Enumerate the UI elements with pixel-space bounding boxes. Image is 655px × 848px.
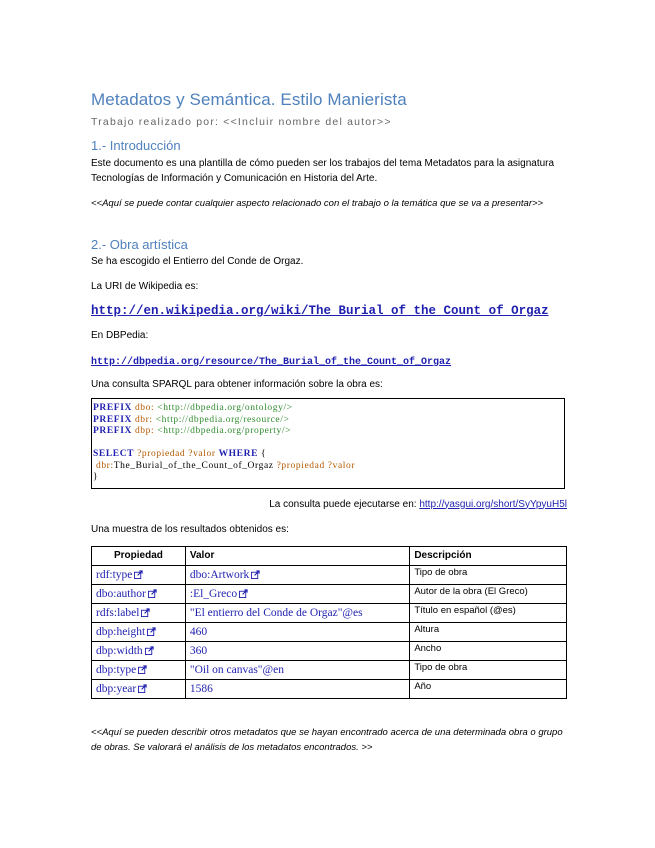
intro-note: <<Aquí se puede contar cualquier aspecto relacionado con el trabajo o la temática que se va a presentar>> xyxy=(91,198,544,209)
run-query-line xyxy=(91,498,567,512)
obra-heading: 2.- Obra artística xyxy=(91,237,188,252)
table-row xyxy=(92,679,567,698)
sparql-query-box xyxy=(91,398,565,489)
cell-valor: 460 xyxy=(185,622,409,641)
table-row xyxy=(92,603,567,622)
results-table xyxy=(91,546,567,699)
prefix-line-dbp: PREFIX dbp: <http://dbpedia.org/property/> xyxy=(93,426,292,436)
external-link-icon[interactable] xyxy=(143,645,154,657)
document-page xyxy=(91,90,567,755)
select-line: SELECT ?propiedad ?valor WHERE { xyxy=(93,449,267,459)
prefix-line-dbo: PREFIX dbo: <http://dbpedia.org/ontology/> xyxy=(93,403,293,413)
cell-propiedad[interactable]: dbp:height xyxy=(92,622,186,641)
cell-valor: 360 xyxy=(185,641,409,660)
external-link-icon[interactable] xyxy=(132,569,143,581)
table-row xyxy=(92,660,567,679)
wikipedia-uri-link[interactable]: http://en.wikipedia.org/wiki/The_Burial_of_the_Count_of_Orgaz xyxy=(91,304,549,318)
document-subtitle: Trabajo realizado por: <<Incluir nombre del autor>> xyxy=(91,116,392,128)
external-link-icon[interactable] xyxy=(145,626,156,638)
dbpedia-uri-link[interactable]: http://dbpedia.org/resource/The_Burial_of_the_Count_of_Orgaz xyxy=(91,357,452,368)
header-propiedad: Propiedad xyxy=(92,546,186,565)
external-link-icon[interactable] xyxy=(237,588,248,600)
table-row xyxy=(92,565,567,584)
cell-valor: "El entierro del Conde de Orgaz"@es xyxy=(185,603,409,622)
cell-valor[interactable]: dbo:Artwork xyxy=(185,565,409,584)
cell-propiedad[interactable]: dbp:type xyxy=(92,660,186,679)
external-link-icon[interactable] xyxy=(136,664,147,676)
cell-propiedad[interactable]: rdf:type xyxy=(92,565,186,584)
cell-descripcion: Año xyxy=(410,679,567,698)
document-title: Metadatos y Semántica. Estilo Manierista xyxy=(91,90,407,109)
yasgui-link[interactable]: http://yasgui.org/short/SyYpyuH5l xyxy=(419,498,567,510)
cell-descripcion: Tipo de obra xyxy=(410,660,567,679)
external-link-icon[interactable] xyxy=(249,569,260,581)
dbpedia-label: En DBPedia: xyxy=(91,330,149,341)
close-brace-line: } xyxy=(93,472,99,482)
results-label: Una muestra de los resultados obtenidos es: xyxy=(91,523,289,535)
table-row xyxy=(92,622,567,641)
cell-propiedad[interactable]: dbo:author xyxy=(92,584,186,603)
external-link-icon[interactable] xyxy=(136,683,147,695)
run-query-label: La consulta puede ejecutarse en: xyxy=(269,498,417,510)
table-header-row xyxy=(92,546,567,565)
intro-heading: 1.- Introducción xyxy=(91,138,181,153)
table-row xyxy=(92,584,567,603)
obra-chosen-text: Se ha escogido el Entierro del Conde de Orgaz. xyxy=(91,256,304,267)
closing-note: <<Aquí se pueden describir otros metadatos que se hayan encontrado acerca de una determinada obra o grupo de obras. Se valorará el análisis de los metadatos encontrados. >> xyxy=(91,726,563,753)
header-descripcion: Descripción xyxy=(410,546,567,565)
cell-descripcion: Título en español (@es) xyxy=(410,603,567,622)
header-valor: Valor xyxy=(185,546,409,565)
cell-valor[interactable]: :El_Greco xyxy=(185,584,409,603)
cell-descripcion: Autor de la obra (El Greco) xyxy=(410,584,567,603)
external-link-icon[interactable] xyxy=(139,607,150,619)
pattern-line: dbr:The_Burial_of_the_Count_of_Orgaz ?propiedad ?valor xyxy=(95,460,356,471)
cell-descripcion: Ancho xyxy=(410,641,567,660)
intro-paragraph: Este documento es una plantilla de cómo pueden ser los trabajos del tema Metadatos para la asignatura Tecnologías de Información y Comunicación en Historia del Arte. xyxy=(91,158,555,184)
wikipedia-label: La URI de Wikipedia es: xyxy=(91,281,199,292)
cell-descripcion: Tipo de obra xyxy=(410,565,567,584)
cell-valor: "Oil on canvas"@en xyxy=(185,660,409,679)
cell-descripcion: Altura xyxy=(410,622,567,641)
cell-propiedad[interactable]: dbp:width xyxy=(92,641,186,660)
external-link-icon[interactable] xyxy=(146,588,157,600)
cell-propiedad[interactable]: dbp:year xyxy=(92,679,186,698)
table-row xyxy=(92,641,567,660)
sparql-label: Una consulta SPARQL para obtener información sobre la obra es: xyxy=(91,379,383,390)
cell-valor: 1586 xyxy=(185,679,409,698)
prefix-line-dbr: PREFIX dbr: <http://dbpedia.org/resource/> xyxy=(93,414,290,425)
cell-propiedad[interactable]: rdfs:label xyxy=(92,603,186,622)
